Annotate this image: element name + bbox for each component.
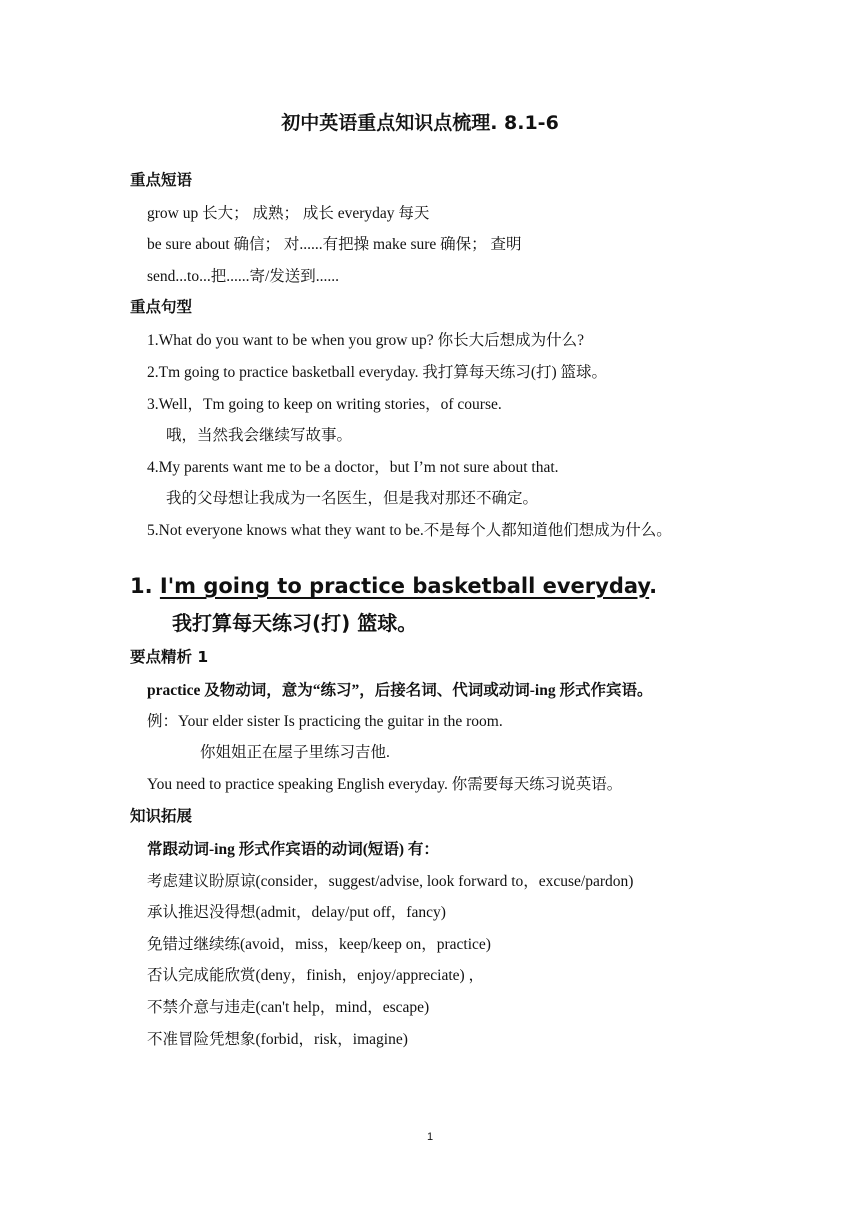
- sentence-line: 3.Well，Tm going to keep on writing stories，of course.: [147, 396, 502, 413]
- example-translation: 你姐姐正在屋子里练习吉他.: [200, 744, 390, 761]
- mnemonic-line: 不禁介意与违走(can't help，mind，escape): [147, 999, 430, 1016]
- mnemonic-line: 免错过继续练(avoid，miss，keep/keep on，practice): [147, 936, 491, 953]
- point-heading: [130, 574, 657, 598]
- example-line: [147, 709, 503, 731]
- point-number: 1.: [130, 574, 153, 598]
- point-sentence-period: .: [649, 574, 658, 598]
- sentence-line: 5.Not everyone knows what they want to be.不是每个人都知道他们想成为什么。: [147, 522, 672, 539]
- phrase-line: be sure about 确信； 对......有把操 make sure 确保； 查明: [147, 236, 522, 253]
- example-line-2: You need to practice speaking English everyday. 你需要每天练习说英语。: [147, 776, 623, 793]
- mnemonic-line: 否认完成能欣赏(deny，finish，enjoy/appreciate) ，: [147, 967, 485, 984]
- sentence-translation: 我的父母想让我成为一名医生，但是我对那还不确定。: [166, 490, 539, 507]
- sentence-translation: 哦，当然我会继续写故事。: [166, 427, 353, 444]
- phrase-line: send...to...把......寄/发送到......: [147, 268, 340, 285]
- page-number: 1: [426, 1131, 434, 1143]
- point-sentence-zh: 我打算每天练习(打) 篮球。: [172, 611, 418, 635]
- example-label: 例：: [147, 713, 179, 730]
- mnemonic-line: 不准冒险凭想象(forbid，risk，imagine): [147, 1031, 408, 1048]
- sentence-line: 4.My parents want me to be a doctor，but I’m not sure about that.: [147, 459, 559, 476]
- example-en: Your elder sister Is practicing the guitar in the room.: [178, 713, 503, 730]
- analysis-rule: practice 及物动词，意为“练习”，后接名词、代词或动词-ing 形式作宾语。: [147, 682, 653, 699]
- extension-heading: 知识拓展: [130, 807, 193, 825]
- page-title: 初中英语重点知识点梳理. 8.1-6: [281, 112, 559, 134]
- mnemonic-line: 考虑建议盼原谅(consider，suggest/advise, look forward to，excuse/pardon): [147, 873, 634, 890]
- sentence-line: 1.What do you want to be when you grow up? 你长大后想成为什么?: [147, 332, 584, 349]
- mnemonic-line: 承认推迟没得想(admit，delay/put off，fancy): [147, 904, 446, 921]
- phrase-line: grow up 长大； 成熟； 成长 everyday 每天: [147, 205, 430, 222]
- section-heading-sentences: 重点句型: [130, 298, 193, 316]
- extension-intro: 常跟动词-ing 形式作宾语的动词(短语) 有：: [147, 841, 439, 858]
- section-heading-phrases: 重点短语: [130, 171, 193, 189]
- point-sentence-en: I'm going to practice basketball everyday: [159, 574, 650, 598]
- analysis-heading: 要点精析 1: [130, 648, 209, 666]
- sentence-line: 2.Tm going to practice basketball everyday. 我打算每天练习(打) 篮球。: [147, 364, 608, 381]
